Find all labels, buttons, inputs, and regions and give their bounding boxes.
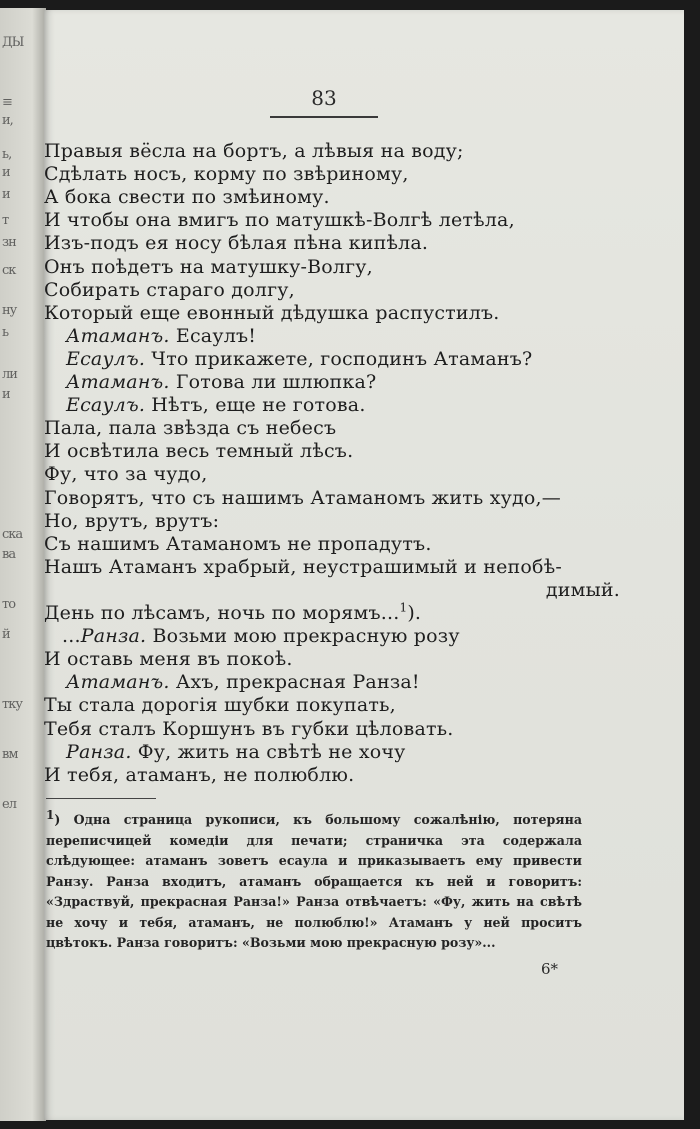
- verse-line: [44, 694, 396, 716]
- line-text: Готова ли шлюпка?: [169, 371, 377, 393]
- left-page-fragment: т: [2, 213, 9, 228]
- speaker-name: Есаулъ.: [66, 394, 146, 417]
- line-text: Нѣтъ, еще не готова.: [145, 394, 366, 417]
- line-text: Нашъ Атаманъ храбрый, неустрашимый и непобѣ-: [44, 555, 562, 578]
- left-page-fragment: ел: [2, 797, 16, 812]
- left-page-fragment: ну: [2, 303, 17, 318]
- left-page-fragment: и: [2, 187, 10, 202]
- verse-line: [44, 256, 373, 278]
- line-text: Фу, что за чудо,: [44, 463, 208, 486]
- verse-line: [44, 440, 353, 462]
- line-prefix: ...: [62, 625, 81, 648]
- verse-line: [44, 463, 207, 485]
- line-text: День по лѣсамъ, ночь по морямъ...: [44, 602, 400, 624]
- left-page-fragment: тку: [2, 697, 22, 712]
- left-page-fragment: ска: [2, 527, 23, 542]
- left-page-fragment: ли: [2, 367, 17, 382]
- left-page-fragment: ь: [2, 325, 9, 340]
- verse-line: [44, 764, 354, 786]
- verse-line: [44, 302, 500, 324]
- line-text: Онъ поѣдетъ на матушку-Волгу,: [44, 255, 373, 278]
- verse-line: [44, 279, 295, 301]
- line-text: И оставь меня въ покоѣ.: [44, 648, 293, 671]
- line-text: Съ нашимъ Атаманомъ не пропадутъ.: [44, 532, 432, 555]
- verse-line: [62, 625, 460, 647]
- header-rule: [270, 116, 378, 118]
- left-page-fragment: й: [2, 627, 10, 642]
- line-text: И тебя, атаманъ, не полюблю.: [44, 763, 355, 786]
- left-page-fragment: вм: [2, 747, 18, 762]
- verse-line: [44, 163, 409, 185]
- left-page-fragment: зн: [2, 235, 16, 250]
- left-page-fragment: ва: [2, 547, 16, 562]
- signature-mark: 6*: [541, 960, 559, 978]
- footnote: [46, 807, 582, 954]
- left-page-fragment: ск: [2, 263, 16, 278]
- line-text: Пала, пала звѣзда съ небесъ: [44, 417, 337, 440]
- book-page: [44, 10, 684, 1120]
- line-text: Фу, жить на свѣтѣ не хочу: [131, 740, 406, 763]
- speaker-name: Атаманъ.: [66, 671, 170, 694]
- left-page-edge: [0, 8, 46, 1121]
- verse-line: [44, 417, 336, 439]
- speaker-name: Атаманъ.: [66, 324, 170, 347]
- line-text: Но, врутъ, врутъ:: [44, 509, 220, 532]
- left-page-fragment: то: [2, 597, 16, 612]
- speaker-name: Атаманъ.: [66, 371, 170, 393]
- line-text: Правыя вёсла на бортъ, а лѣвыя на воду;: [44, 140, 464, 162]
- line-text: Ты стала дорогія шубки покупать,: [44, 694, 396, 717]
- left-page-fragment: ДЫ: [2, 35, 24, 50]
- left-page-fragment: ь,: [2, 147, 12, 162]
- speaker-name: Есаулъ.: [66, 347, 146, 370]
- verse-line: [546, 579, 620, 601]
- left-page-fragment: и,: [2, 113, 13, 128]
- verse-line: [44, 533, 432, 555]
- verse-line: [66, 394, 366, 416]
- verse-line: [44, 140, 464, 162]
- verse-line: [44, 232, 428, 254]
- speaker-name: Ранза.: [66, 740, 132, 763]
- line-text: Есаулъ!: [169, 324, 257, 347]
- line-text: И чтобы она вмигъ по матушкѣ-Волгѣ летѣла,: [44, 209, 515, 232]
- left-page-fragment: ≡: [2, 95, 12, 110]
- verse-line: [44, 718, 453, 740]
- footnote-rule: [46, 798, 156, 799]
- line-text: А бока свести по змѣиному.: [44, 186, 330, 209]
- line-text: Который еще евонный дѣдушка распустилъ.: [44, 301, 500, 324]
- verse-line: [66, 741, 406, 763]
- line-text: Сдѣлать носъ, корму по звѣриному,: [44, 163, 409, 186]
- line-text: Говорятъ, что съ нашимъ Атаманомъ жить худо,—: [44, 486, 561, 509]
- verse-line: [66, 325, 256, 347]
- line-text: Ахъ, прекрасная Ранза!: [169, 671, 420, 694]
- line-after: ).: [407, 602, 422, 624]
- verse-line: [66, 671, 420, 693]
- line-text: Что прикажете, господинъ Атаманъ?: [145, 347, 533, 370]
- line-text: Собирать стараго долгу,: [44, 278, 295, 301]
- line-text: Возьми мою прекрасную розу: [146, 625, 460, 648]
- speaker-name: Ранза.: [80, 625, 147, 648]
- line-text: И освѣтила весь темный лѣсъ.: [44, 440, 354, 463]
- verse-line: [44, 556, 562, 578]
- footnote-reference: 1: [399, 600, 408, 615]
- left-page-fragment: и: [2, 165, 10, 180]
- footnote-text: ) Одна страница рукописи, къ большому сожалѣнію, потеряна переписчицей комедіи для печати; страничка эта содержала слѣдующее: атаманъ зоветъ есаула и приказываетъ ему привести Ранзу. Ранза входитъ, атаманъ обращается къ ней и говоритъ: «Здраствуй, прекрасная Ранза!» Ранза отвѣчаетъ: «Фу, жить на свѣтѣ не хочу и тебя, атаманъ, не полюблю!» Атаманъ у ней проситъ цвѣтокъ. Ранза говоритъ: «Возьми мою прекрасную розу»...: [46, 812, 582, 950]
- verse-line: [44, 186, 330, 208]
- verse-line: [44, 209, 515, 231]
- verse-line: [66, 371, 376, 393]
- line-text: димый.: [545, 578, 620, 601]
- line-text: Изъ-подъ ея носу бѣлая пѣна кипѣла.: [44, 232, 429, 255]
- verse-line: [66, 348, 532, 370]
- verse-line: [44, 602, 421, 624]
- left-page-fragment: и: [2, 387, 10, 402]
- line-text: Тебя сталъ Коршунъ въ губки цѣловать.: [44, 717, 454, 740]
- verse-line: [44, 487, 561, 509]
- verse-line: [44, 648, 293, 670]
- footnote-marker: 1: [46, 807, 55, 822]
- verse-line: [44, 510, 219, 532]
- page-number: 83: [311, 86, 337, 110]
